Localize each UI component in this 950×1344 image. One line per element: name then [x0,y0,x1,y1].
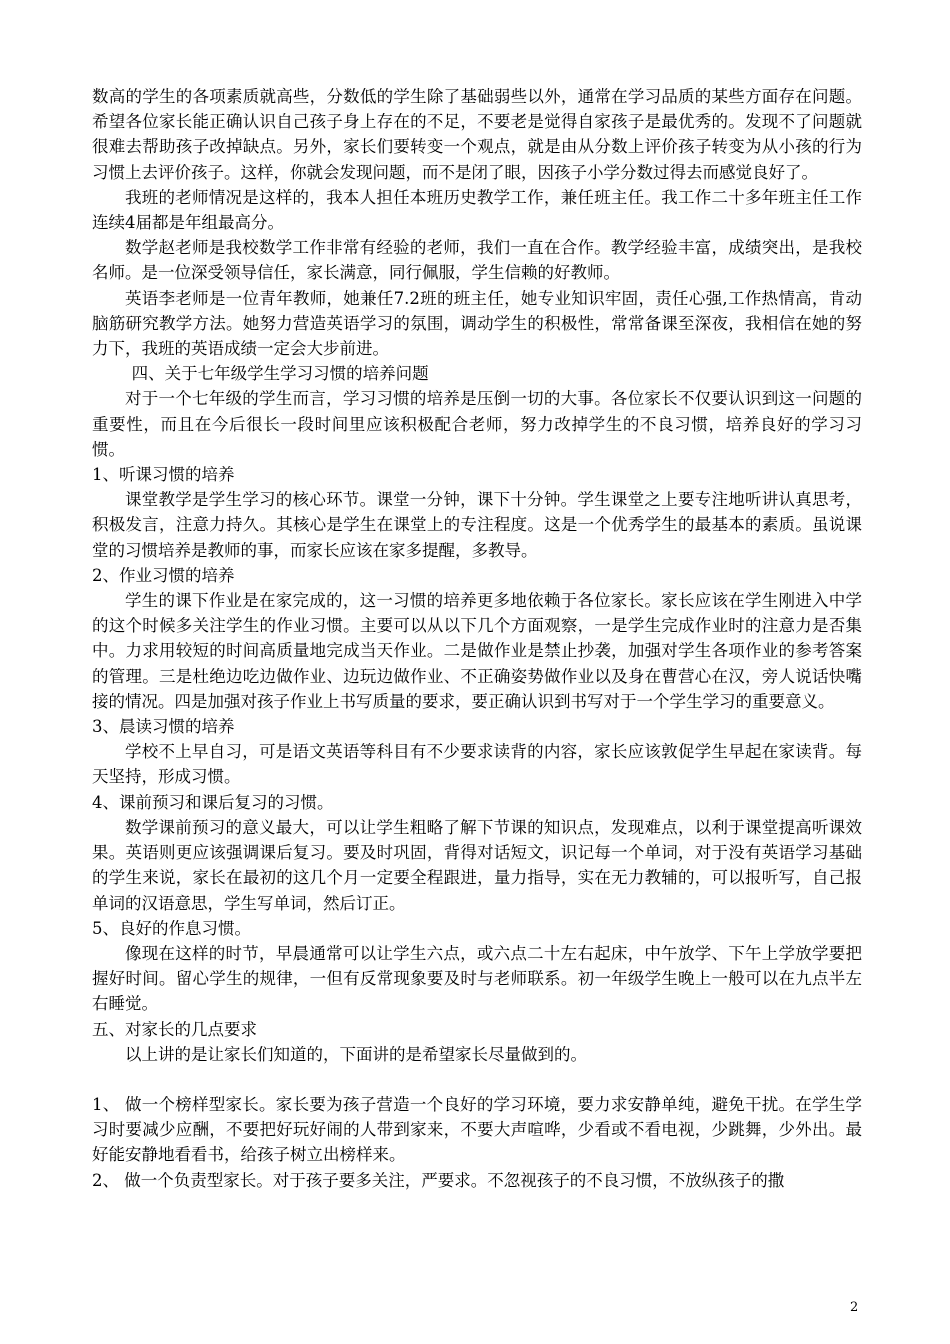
paragraph: 学校不上早自习，可是语文英语等科目有不少要求读背的内容，家长应该敦促学生早起在家读背。每天坚持，形成习惯。 [92,742,862,787]
document-body [92,84,862,1193]
paragraph: 以上讲的是让家长们知道的，下面讲的是希望家长尽量做到的。 [125,1044,587,1064]
section-heading: 四、关于七年级学生学习习惯的培养问题 [131,364,429,384]
subsection-heading: 2、作业习惯的培养 [92,565,235,585]
paragraph: 课堂教学是学生学习的核心环节。课堂一分钟，课下十分钟。学生课堂之上要专注地听讲认真思考，积极发言，注意力持久。其核心是学生在课堂上的专注程度。这是一个优秀学生的最基本的素质。虽说课堂的习惯培养是教师的事，而家长应该在家多提醒，多教导。 [92,490,862,560]
paragraph: 1、 做一个榜样型家长。家长要为孩子营造一个良好的学习环境，要力求安静单纯，避免干扰。在学生学习时要减少应酬，不要把好玩好闹的人带到家来，不要大声喧哗，少看或不看电视，少跳舞，少外出。最好能安静地看看书，给孩子树立出榜样来。 [92,1094,862,1165]
paragraph: 数学赵老师是我校数学工作非常有经验的老师，我们一直在合作。教学经验丰富，成绩突出，是我校名师。是一位深受领导信任，家长满意，同行佩服，学生信赖的好教师。 [92,238,862,283]
blank-line [92,1067,862,1092]
paragraph: 学生的课下作业是在家完成的，这一习惯的培养更多地依赖于各位家长。家长应该在学生刚进入中学的这个时候多关注学生的作业习惯。主要可以从以下几个方面观察，一是学生完成作业时的注意力是否集中。力求用较短的时间高质量地完成当天作业。二是做作业是禁止抄袭，加强对学生各项作业的参考答案的管理。三是杜绝边吃边做作业、边玩边做作业、不正确姿势做作业以及身在曹营心在汉，旁人说话快嘴接的情况。四是加强对孩子作业上书写质量的要求，要正确认识到书写对于一个学生学习的重要意义。 [92,591,862,711]
subsection-heading: 4、课前预习和课后复习的习惯。 [92,792,334,812]
paragraph: 对于一个七年级的学生而言，学习习惯的培养是压倒一切的大事。各位家长不仅要认识到这一问题的重要性，而且在今后很长一段时间里应该积极配合老师，努力改掉学生的不良习惯，培养良好的学习习惯。 [92,389,862,459]
paragraph: 数高的学生的各项素质就高些，分数低的学生除了基础弱些以外，通常在学习品质的某些方面存在问题。希望各位家长能正确认识自己孩子身上存在的不足，不要老是觉得自家孩子是最优秀的。发现不了问题就很难去帮助孩子改掉缺点。另外，家长们要转变一个观点，就是由从分数上评价孩子转变为从小孩的行为习惯上去评价孩子。这样，你就会发现问题，而不是闭了眼，因孩子小学分数过得去而感觉良好了。 [92,87,862,182]
page-number: 2 [850,1300,859,1315]
paragraph: 2、 做一个负责型家长。对于孩子要多关注，严要求。不忽视孩子的不良习惯，不放纵孩子的撒 [92,1170,785,1190]
subsection-heading: 1、听课习惯的培养 [92,465,235,485]
paragraph: 数学课前预习的意义最大，可以让学生粗略了解下节课的知识点，发现难点，以利于课堂提高听课效果。英语则更应该强调课后复习。要及时巩固，背得对话短文，识记每一个单词，对于没有英语学习基础的学生来说，家长在最初的这几个月一定要全程跟进，量力指导，实在无力教辅的，可以报听写，自己报单词的汉语意思，学生写单词，然后订正。 [92,817,862,913]
paragraph: 英语李老师是一位青年教师，她兼任7.2班的班主任，她专业知识牢固，责任心强,工作热情高，肯动脑筋研究教学方法。她努力营造英语学习的氛围，调动学生的积极性，常常备课至深夜，我相信在她的努力下，我班的英语成绩一定会大步前进。 [92,288,862,359]
paragraph: 我班的老师情况是这样的，我本人担任本班历史教学工作，兼任班主任。我工作二十多年班主任工作连续4届都是年组最高分。 [92,187,862,233]
section-heading: 五、对家长的几点要求 [92,1019,257,1039]
subsection-heading: 3、晨读习惯的培养 [92,717,235,737]
paragraph: 像现在这样的时节，早晨通常可以让学生六点，或六点二十左右起床，中午放学、下午上学放学要把握好时间。留心学生的规律，一但有反常现象要及时与老师联系。初一年级学生晚上一般可以在九点半左右睡觉。 [92,943,862,1014]
subsection-heading: 5、良好的作息习惯。 [92,918,251,938]
